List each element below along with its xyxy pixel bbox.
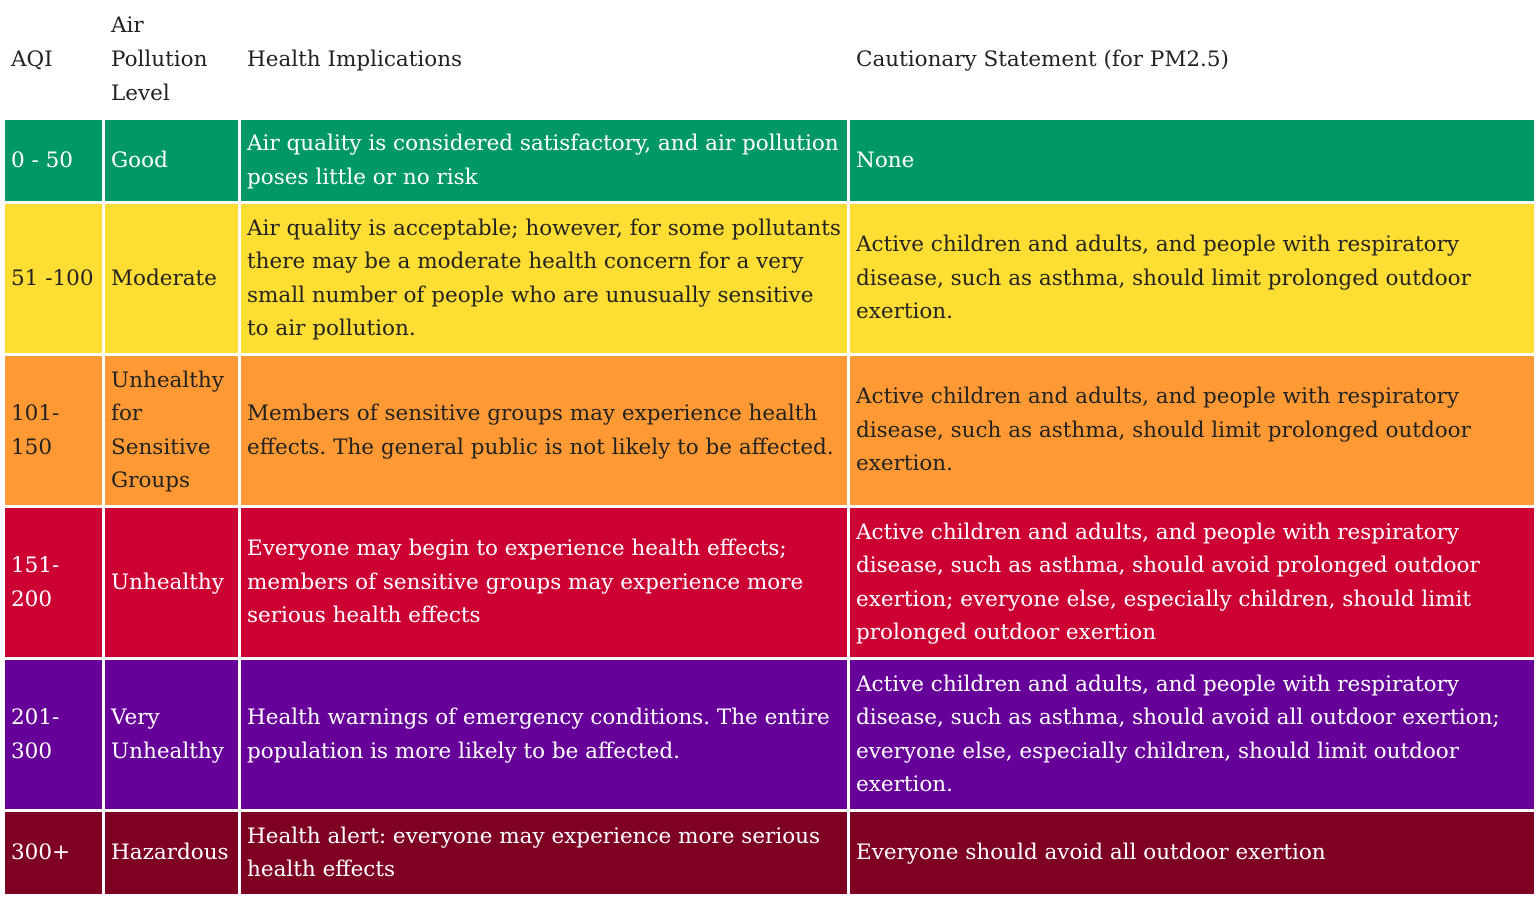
- table-body: [5, 120, 1534, 894]
- pollution-level-cell: Moderate: [105, 204, 238, 353]
- cautionary-statement-cell: Everyone should avoid all outdoor exertion: [850, 812, 1534, 894]
- health-implications-cell: Everyone may begin to experience health effects; members of sensitive groups may experience more serious health effects: [241, 508, 847, 657]
- health-implications-cell: Health warnings of emergency conditions. The entire population is more likely to be affected.: [241, 660, 847, 809]
- header-health-implications: Health Implications: [241, 3, 847, 117]
- table-header: [5, 3, 1534, 117]
- aqi-range-cell: 300+: [5, 812, 102, 894]
- cautionary-statement-cell: Active children and adults, and people with respiratory disease, such as asthma, should limit prolonged outdoor exertion.: [850, 356, 1534, 505]
- aqi-table: [2, 0, 1536, 897]
- table-row-moderate: [5, 204, 1534, 353]
- health-implications-cell: Air quality is considered satisfactory, and air pollution poses little or no risk: [241, 120, 847, 201]
- aqi-range-cell: 0 - 50: [5, 120, 102, 201]
- pollution-level-cell: Good: [105, 120, 238, 201]
- health-implications-cell: Members of sensitive groups may experience health effects. The general public is not likely to be affected.: [241, 356, 847, 505]
- table-row-unhealthy-sensitive: [5, 356, 1534, 505]
- pollution-level-cell: Unhealthy for Sensitive Groups: [105, 356, 238, 505]
- health-implications-cell: Air quality is acceptable; however, for some pollutants there may be a moderate health concern for a very small number of people who are unusually sensitive to air pollution.: [241, 204, 847, 353]
- cautionary-statement-cell: Active children and adults, and people with respiratory disease, such as asthma, should limit prolonged outdoor exertion.: [850, 204, 1534, 353]
- pollution-level-cell: Hazardous: [105, 812, 238, 894]
- cautionary-statement-cell: Active children and adults, and people with respiratory disease, such as asthma, should avoid all outdoor exertion; everyone else, especially children, should limit outdoor exertion.: [850, 660, 1534, 809]
- table-row-good: [5, 120, 1534, 201]
- aqi-range-cell: 151-200: [5, 508, 102, 657]
- pollution-level-cell: Very Unhealthy: [105, 660, 238, 809]
- pollution-level-cell: Unhealthy: [105, 508, 238, 657]
- cautionary-statement-cell: None: [850, 120, 1534, 201]
- cautionary-statement-cell: Active children and adults, and people with respiratory disease, such as asthma, should avoid prolonged outdoor exertion; everyone else, especially children, should limit prolonged outdoor exertion: [850, 508, 1534, 657]
- table-row-hazardous: [5, 812, 1534, 894]
- header-cautionary-statement: Cautionary Statement (for PM2.5): [850, 3, 1534, 117]
- header-row: [5, 3, 1534, 117]
- table-row-very-unhealthy: [5, 660, 1534, 809]
- table-row-unhealthy: [5, 508, 1534, 657]
- aqi-range-cell: 51 -100: [5, 204, 102, 353]
- aqi-range-cell: 101-150: [5, 356, 102, 505]
- health-implications-cell: Health alert: everyone may experience more serious health effects: [241, 812, 847, 894]
- header-pollution-level: Air Pollution Level: [105, 3, 238, 117]
- aqi-range-cell: 201-300: [5, 660, 102, 809]
- header-aqi: AQI: [5, 3, 102, 117]
